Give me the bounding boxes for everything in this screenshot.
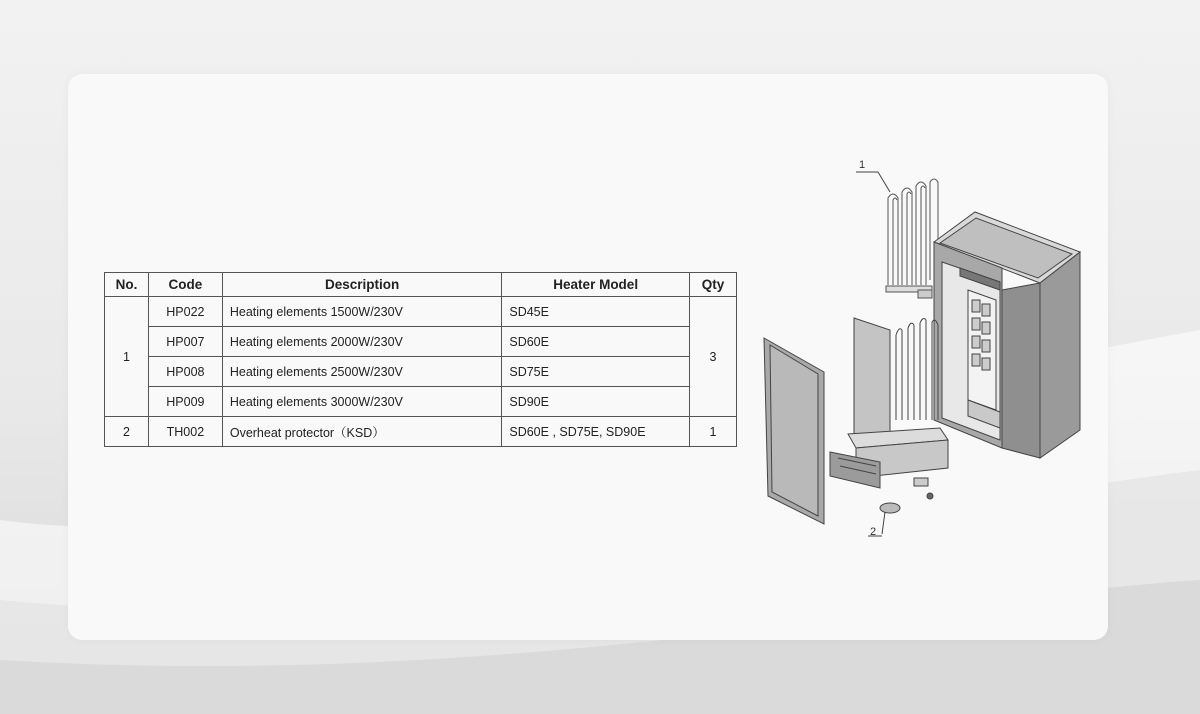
table-row — [105, 417, 737, 447]
cell-model: SD60E , SD75E, SD90E — [502, 417, 690, 447]
cabinet-drawing — [934, 212, 1080, 458]
table-row — [105, 327, 737, 357]
header-qty: Qty — [690, 273, 737, 297]
cell-no: 2 — [105, 417, 149, 447]
table-row — [105, 357, 737, 387]
header-heater-model: Heater Model — [502, 273, 690, 297]
heating-element-drawing — [886, 179, 938, 298]
table-row — [105, 387, 737, 417]
cell-model: SD75E — [502, 357, 690, 387]
cell-description: Heating elements 2500W/230V — [222, 357, 502, 387]
cell-model: SD45E — [502, 297, 690, 327]
callout-label-1: 1 — [859, 159, 866, 171]
heater-assembly-drawing — [830, 318, 948, 488]
cell-qty: 3 — [690, 297, 737, 417]
heater-exploded-diagram — [760, 150, 1100, 550]
cell-code: TH002 — [148, 417, 222, 447]
header-no: No. — [105, 273, 149, 297]
parts-table — [104, 272, 737, 447]
cell-qty: 1 — [690, 417, 737, 447]
cell-no: 1 — [105, 297, 149, 417]
table-header-row — [105, 273, 737, 297]
table-row — [105, 297, 737, 327]
cell-code: HP009 — [148, 387, 222, 417]
cell-description: Heating elements 2000W/230V — [222, 327, 502, 357]
cell-model: SD60E — [502, 327, 690, 357]
header-description: Description — [222, 273, 502, 297]
cell-description: Overheat protector（KSD） — [222, 417, 502, 447]
cell-code: HP008 — [148, 357, 222, 387]
header-code: Code — [148, 273, 222, 297]
cell-description: Heating elements 3000W/230V — [222, 387, 502, 417]
cell-code: HP022 — [148, 297, 222, 327]
cell-code: HP007 — [148, 327, 222, 357]
cell-description: Heating elements 1500W/230V — [222, 297, 502, 327]
callout-label-2: 2 — [870, 526, 877, 538]
cell-model: SD90E — [502, 387, 690, 417]
